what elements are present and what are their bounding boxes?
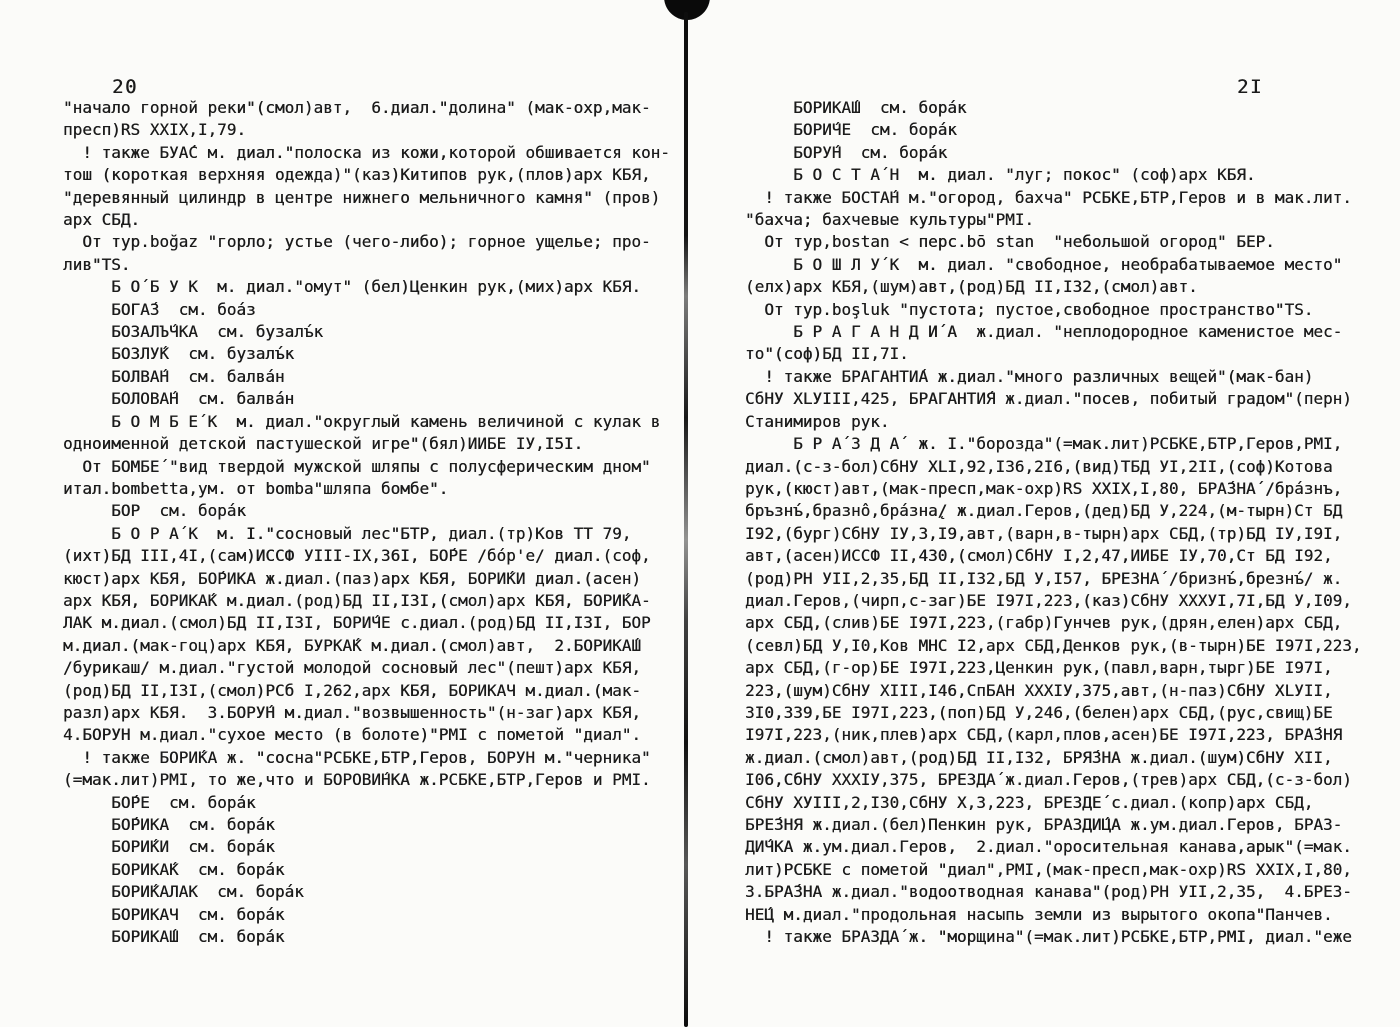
text-line: (елх)арх КБЯ,(шум)авт,(род)БД II,I32,(смол)авт. <box>745 277 1198 297</box>
text-line: БОРИКАЧ см. бора́к <box>63 904 285 924</box>
text-line: БОР см. бора́к <box>63 501 247 521</box>
text-line: пресп)RS XXIX,I,79. <box>63 120 247 140</box>
text-line: "начало горной реки"(смол)авт, 6.диал."долина" (мак-охр,мак- <box>63 98 651 117</box>
text-line: БОРИ́ЧЕ см. бора́к <box>745 120 957 140</box>
text-line: лит)РСБКЕ с пометой "диал",РМI,(мак-пресп,мак-охр)RS XXIX,I,80, <box>745 859 1352 879</box>
text-line: СбНУ XLУIII,425, БРАГАНТИ́Я ж.диал."посев, побитый градом"(перн) <box>745 389 1352 409</box>
text-line: БОЛОВА́Н см. балва́н <box>63 389 295 409</box>
text-line: Б О Р А́ К м. I."сосновый лес"БТР, диал.(тр)Ков ТТ 79, <box>63 523 632 543</box>
text-line: БОЗЛУ́К см. бузалъ́к <box>63 344 295 364</box>
text-line: кюст)арх КБЯ, БО́РИКА ж.диал.(паз)арх КБЯ, БОРИ́КИ диал.(асен) <box>63 568 641 588</box>
text-line: арх СБД,(слив)БЕ I97I,223,(габр)Гунчев рук,(дрян,елен)арх СБД, <box>745 613 1343 633</box>
text-line: арх КБЯ, БОРИКА́К м.диал.(род)БД II,I3I,(смол)арх КБЯ, БОРИ́КА- <box>63 590 651 610</box>
text-line: I97I,223,(ник,плев)арх СБД,(карл,плов,асен)БЕ I97I,223, БРА́ЗНЯ <box>745 725 1343 745</box>
text-line: тош (короткая верхняя одежда)"(каз)Китипов рук,(плов)арх КБЯ, <box>63 165 651 185</box>
text-line: ! также БОСТА́Н м."огород, бахча" РСБКЕ,БТР,Геров и в мак.лит. <box>745 187 1352 207</box>
text-line: От тур.boğaz "горло; устье (чего-либо); горное ущелье; про- <box>63 232 651 252</box>
text-line: БОРИКА́Ш см. бора́к <box>745 98 967 117</box>
text-line: БОЗАЛЪ́ЧКА см. бузалъ́к <box>63 322 324 342</box>
text-line: ! также БРАЗДА́ ж. "морщина"(=мак.лит)РСБКЕ,БТР,РМI, диал."еже <box>745 927 1352 947</box>
left-page-text <box>63 97 673 948</box>
text-line: СбНУ XУIII,2,I30,СбНУ X,3,223, БРЕЗДЕ́ с.диал.(копр)арх СБД, <box>745 792 1314 812</box>
text-line: Б Р А Г А Н Д И́ А ж.диал. "неплодородное каменистое мес- <box>745 322 1343 342</box>
text-line: БОЛВА́Н см. балва́н <box>63 366 285 386</box>
text-line: диал.(с-з-бол)СбНУ XLI,92,I36,2I6,(вид)ТБД УI,2II,(соф)Котова <box>745 456 1333 476</box>
text-line: От БОМБЕ́ "вид твердой мужской шляпы с полусферическим дном" <box>63 456 651 476</box>
text-line: БРЕ́ЗНЯ ж.диал.(бел)Пенкин рук, БРАЗДИ́ЦА ж.ум.диал.Геров, БРАЗ- <box>745 815 1343 834</box>
text-line: 4.БОРУН м.диал."сухое место (в болоте)"РМI с пометой "диал". <box>63 725 641 745</box>
text-line: (севл)БД У,I0,Ков МНС I2,арх СБД,Денков рук,(в-тырн)БЕ I97I,223, <box>745 635 1362 655</box>
text-line: диал.Геров,(чирп,с-заг)БЕ I97I,223,(каз)СбНУ XXXУI,7I,БД У,I09, <box>745 590 1352 610</box>
text-line: арх СБД,(г-ор)БЕ I97I,223,Ценкин рук,(павл,варн,тырг)БЕ I97I, <box>745 658 1333 678</box>
text-line: БОГА́З см. боа́з <box>63 299 256 319</box>
text-line: БОРУ́Н см. бора́к <box>745 142 948 162</box>
text-line: I06,СбНУ XXXIУ,375, БРЕЗДА́ ж.диал.Геров,(трев)арх СБД,(с-з-бол) <box>745 770 1352 790</box>
text-line: БОРИ́КИ см. бора́к <box>63 837 275 857</box>
text-line: рук,(кюст)авт,(мак-пресп,мак-охр)RS XXIX,I,80, БРА́ЗНА́ /бра́знъ, <box>745 478 1343 498</box>
text-line: /бурикаш/ м.диал."густой молодой сосновый лес"(пешт)арх КБЯ, <box>63 658 641 678</box>
text-line: "бахча; бахчевые культуры"РМI. <box>745 210 1034 230</box>
text-line: ! также БРАГАНТИ́А ж.диал."много различных вещей"(мак-бан) <box>745 366 1314 386</box>
right-page-text <box>745 97 1393 948</box>
text-line: От тур.boşluk "пустота; пустое,свободное пространство"TS. <box>745 299 1314 319</box>
text-line: (ихт)БД III,4I,(сам)ИССФ УIII-IX,36I, БО́РЕ /бо́р'е/ диал.(соф, <box>63 546 651 566</box>
text-line: лив"TS. <box>63 254 131 274</box>
text-line: (=мак.лит)РМI, то же,что и БОРОВИ́НКА ж.РСБКЕ,БТР,Геров и РМI. <box>63 770 651 790</box>
text-line: От тур,bostan < перс.bō stan "небольшой огород" БЕР. <box>745 232 1275 252</box>
text-line: арх СБД. <box>63 210 141 230</box>
text-line: (род)БД II,I3I,(смол)РСб I,262,арх КБЯ, БОРИКАЧ м.диал.(мак- <box>63 680 641 700</box>
text-line: одноименной детской пастушеской игре"(бял)ИИБЕ IУ,I5I. <box>63 434 584 454</box>
text-line: разл)арх КБЯ. 3.БОРУ́Н м.диал."возвышенность"(н-заг)арх КБЯ, <box>63 702 641 722</box>
text-line: БО́РИКА см. бора́к <box>63 815 275 834</box>
text-line: ! также БУА́С м. диал."полоска из кожи,которой обшивается кон- <box>63 142 670 162</box>
text-line: БО́РЕ см. бора́к <box>63 792 256 812</box>
text-line: Б Р А́ З Д А́ ж. I."борозда"(=мак.лит)РСБКЕ,БТР,Геров,РМI, <box>745 434 1343 454</box>
text-line: НЕ́Ц м.диал."продольная насыпь земли из вырытого окопа"Панчев. <box>745 904 1333 924</box>
text-line: Станимиров рук. <box>745 411 890 431</box>
text-line: ДИ́ЧКА ж.ум.диал.Геров, 2.диал."оросительная канава,арык"(=мак. <box>745 837 1352 857</box>
text-line: БОРИ́КАЛАК см. бора́к <box>63 882 304 902</box>
text-line: Б О Ш Л У́ К м. диал. "свободное, необрабатываемое место" <box>745 254 1343 274</box>
text-line: ж.диал.(смол)авт,(род)БД II,I32, БРЯ́ЗНА ж.диал.(шум)СбНУ XII, <box>745 747 1333 767</box>
text-line: Б О М Б Е́ К м. диал."округлый камень величиной с кулак в <box>63 411 661 431</box>
text-line: (род)РН УII,2,35,БД II,I32,БД У,I57, БРЕЗНА́ /бризнъ́,брезнъ́/ ж. <box>745 568 1343 588</box>
page-number-right: 2I <box>1237 76 1263 98</box>
text-line: то"(соф)БД II,7I. <box>745 344 909 364</box>
text-line: Б О́ Б У К м. диал."омут" (бел)Ценкин рук,(мих)арх КБЯ. <box>63 277 641 297</box>
text-line: ! также БОРИ́КА ж. "сосна"РСБКЕ,БТР,Геров, БОРУН м."черника" <box>63 747 651 767</box>
text-line: БОРИКА́К см. бора́к <box>63 859 285 879</box>
text-line: "деревянный цилиндр в центре нижнего мельничного камня" (пров) <box>63 187 661 207</box>
text-line: 223,(шум)СбНУ XIII,I46,СпБАН XXXIУ,375,авт,(н-паз)СбНУ XLУII, <box>745 680 1333 700</box>
text-line: бръзнъ́,бразно̂,бра́зна̨/ ж.диал.Геров,(дед)БД У,224,(м-тырн)Ст БД <box>745 501 1343 521</box>
text-line: м.диал.(мак-гоц)арх КБЯ, БУРКА́К м.диал.(смол)авт, 2.БОРИКА́Ш <box>63 635 641 655</box>
text-line: ЛАК м.диал.(смол)БД II,I3I, БОРИ́ЧЕ с.диал.(род)БД II,I3I, БОР <box>63 613 651 633</box>
text-line: итал.bombetta,ум. от bomba"шляпа бомбе". <box>63 478 449 498</box>
page-gutter-divider <box>684 12 688 1027</box>
text-line: 3.БРА́ЗНА ж.диал."водоотводная канава"(род)РН УII,2,35, 4.БРЕЗ- <box>745 882 1352 902</box>
text-line: 3I0,339,БЕ I97I,223,(поп)БД У,246,(белен)арх СБД,(рус,свищ)БЕ <box>745 702 1333 722</box>
text-line: БОРИКА́Ш см. бора́к <box>63 927 285 947</box>
page-number-left: 20 <box>112 76 138 98</box>
text-line: I92,(бург)СбНУ IУ,3,I9,авт,(варн,в-тырн)арх СБД,(тр)БД IУ,I9I, <box>745 523 1343 543</box>
text-line: авт,(асен)ИССФ II,430,(смол)СбНУ I,2,47,ИИБЕ IУ,70,Ст БД I92, <box>745 546 1333 566</box>
text-line: Б О С Т А́ Н м. диал. "луг; покос" (соф)арх КБЯ. <box>745 165 1256 185</box>
